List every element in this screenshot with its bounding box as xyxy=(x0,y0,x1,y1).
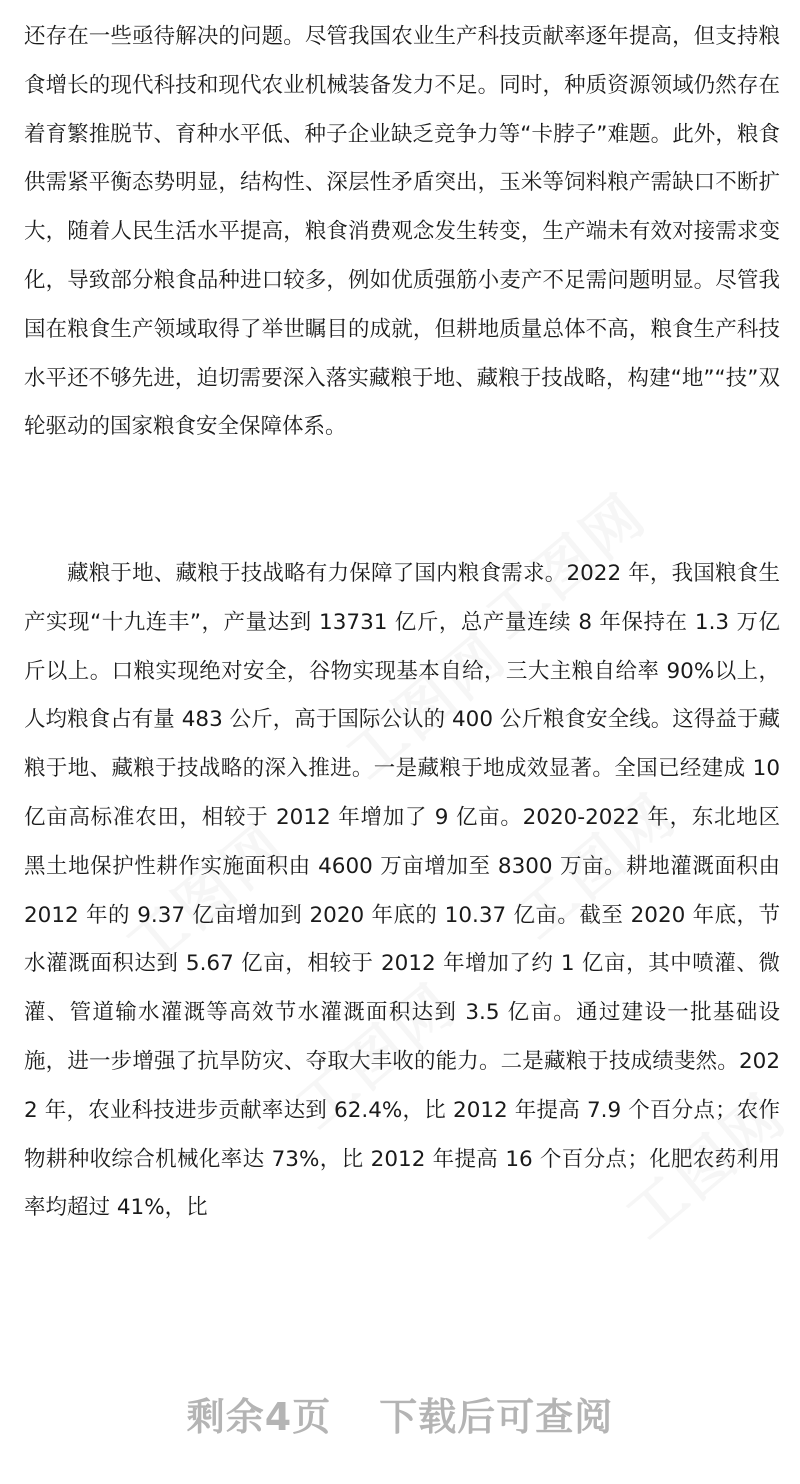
download-prompt-banner[interactable] xyxy=(0,1378,800,1448)
download-to-view-label[interactable]: 下载后可查阅 xyxy=(379,1394,614,1439)
paragraph-2: 藏粮于地、藏粮于技战略有力保障了国内粮食需求。2022 年，我国粮食生产实现“十九连丰”，产量达到 13731 亿斤，总产量连续 8 年保持在 1.3 万亿斤以上。口粮实现绝对安全，谷物实现基本自给，三大主粮自给率 90%以上，人均粮食占有量 483 公斤，高于国际公认的 400 公斤粮食安全线。这得益于藏粮于地、藏粮于技战略的深入推进。一是藏粮于地成效显著。全国已经建成 10 亿亩高标准农田，相较于 2012 年增加了 9 亿亩。2020-2022 年，东北地区黑土地保护性耕作实施面积由 4600 万亩增加至 8300 万亩。耕地灌溉面积由 2012 年的 9.37 亿亩增加到 2020 年底的 10.37 亿亩。截至 2020 年底，节水灌溉面积达到 5.67 亿亩，相较于 2012 年增加了约 1 亿亩，其中喷灌、微灌、管道输水灌溉等高效节水灌溉面积达到 3.5 亿亩。通过建设一批基础设施，进一步增强了抗旱防灾、夺取大丰收的能力。二是藏粮于技成绩斐然。2022 年，农业科技进步贡献率达到 62.4%，比 2012 年提高 7.9 个百分点；农作物耕种收综合机械化率达 73%，比 2012 年提高 16 个百分点；化肥农药利用率均超过 41%，比 xyxy=(24,561,780,1221)
paragraph-1: 还存在一些亟待解决的问题。尽管我国农业生产科技贡献率逐年提高，但支持粮食增长的现代科技和现代农业机械装备发力不足。同时，种质资源领域仍然存在着育繁推脱节、育种水平低、种子企业缺乏竞争力等“卡脖子”难题。此外，粮食供需紧平衡态势明显，结构性、深层性矛盾突出，玉米等饲料粮产需缺口不断扩大，随着人民生活水平提高，粮食消费观念发生转变，生产端未有效对接需求变化，导致部分粮食品种进口较多，例如优质强筋小麦产不足需问题明显。尽管我国在粮食生产领域取得了举世瞩目的成就，但耕地质量总体不高，粮食生产科技水平还不够先进，迫切需要深入落实藏粮于地、藏粮于技战略，构建“地”“技”双轮驱动的国家粮食安全保障体系。 xyxy=(24,24,780,440)
remaining-pages-label[interactable]: 剩余4页 xyxy=(186,1394,332,1439)
